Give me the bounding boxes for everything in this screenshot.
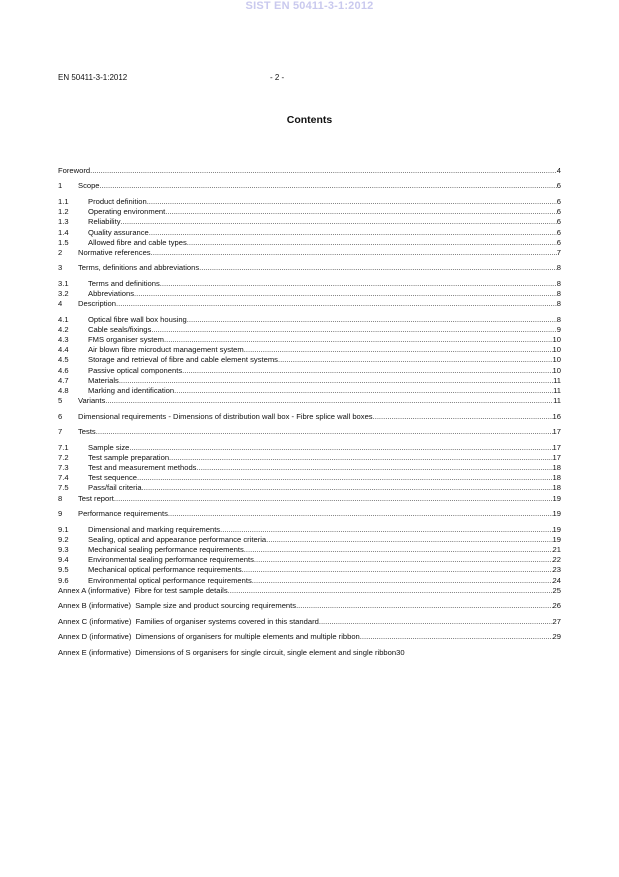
toc-entry-number: 4.2 — [58, 324, 69, 334]
toc-entry-label: Terms and definitions — [88, 278, 160, 288]
toc-entry-label: Allowed fibre and cable types — [88, 237, 187, 247]
dot-leader — [254, 555, 553, 565]
toc-entry[interactable] — [58, 545, 561, 555]
toc-entry-page: 21 — [552, 544, 561, 554]
toc-entry-label: Test sequence — [88, 473, 137, 483]
toc-entry-page: 27 — [552, 616, 561, 626]
toc-entry-page: 17 — [552, 442, 561, 452]
dot-leader — [220, 525, 552, 535]
toc-entry-number: 4.4 — [58, 345, 69, 355]
toc-entry[interactable] — [58, 443, 561, 453]
toc-entry-number: 1.5 — [58, 237, 69, 247]
dot-leader — [169, 453, 553, 463]
dot-leader — [252, 576, 553, 586]
dot-leader — [244, 545, 553, 555]
dot-leader — [151, 248, 557, 258]
toc-entry-number: 4.3 — [58, 335, 69, 345]
toc-entry-label: Annex B (informative) Sample size and product sourcing requirements — [58, 601, 297, 611]
dot-leader — [96, 427, 553, 437]
toc-entry-label: Abbreviations — [88, 289, 135, 299]
dot-leader — [168, 509, 553, 519]
header-document-id: EN 50411-3-1:2012 — [58, 73, 128, 82]
toc-entry-label: Reliability — [88, 217, 121, 227]
dot-leader — [182, 366, 552, 376]
watermark: SIST EN 50411-3-1:2012 — [245, 0, 374, 12]
toc-entry-label: Air blown fibre microduct management system — [88, 345, 244, 355]
toc-entry[interactable] — [58, 345, 561, 355]
dot-leader — [134, 289, 557, 299]
dot-leader — [199, 263, 557, 273]
toc-entry-page: 10 — [552, 365, 561, 375]
dot-leader — [149, 228, 557, 238]
toc-entry-label: Product definition — [88, 196, 147, 206]
toc-entry-number: 3.2 — [58, 289, 69, 299]
toc-entry-label: FMS organiser system — [88, 335, 164, 345]
dot-leader — [147, 197, 557, 207]
toc-entry-label: Passive optical components — [88, 365, 183, 375]
toc-entry-page: 22 — [552, 555, 561, 565]
toc-entry-page: 9 — [556, 324, 561, 334]
toc-entry[interactable] — [58, 463, 561, 473]
toc-entry-page: 25 — [552, 585, 561, 595]
dot-leader — [105, 396, 553, 406]
toc-entry[interactable] — [58, 396, 561, 406]
toc-entry-page: 23 — [552, 565, 561, 575]
toc-entry-number: 3.1 — [58, 278, 69, 288]
toc-entry-label: Test report — [78, 493, 114, 503]
dot-leader — [319, 617, 553, 627]
toc-entry-number: 4.6 — [58, 365, 69, 375]
toc-entry[interactable] — [58, 217, 561, 227]
dot-leader — [160, 279, 557, 289]
toc-entry-label: Optical fibre wall box housing — [88, 314, 187, 324]
dot-leader — [196, 463, 552, 473]
toc-entry[interactable] — [58, 248, 561, 258]
toc-entry[interactable] — [58, 525, 561, 535]
toc-entry-label: Description — [78, 299, 116, 309]
toc-entry-page: 4 — [556, 166, 561, 175]
toc-entry-page: 19 — [552, 509, 561, 519]
toc-entry-page: 8 — [556, 278, 561, 288]
toc-entry-page: 6 — [556, 237, 561, 247]
toc-entry-label: Environmental optical performance requirements — [88, 575, 252, 585]
toc-entry[interactable] — [58, 576, 561, 586]
toc-entry-number: 7.5 — [58, 483, 69, 493]
toc-entry[interactable] — [58, 228, 561, 238]
dot-leader — [242, 565, 553, 575]
toc-entry-label: Annex C (informative) Families of organiser systems covered in this standard — [58, 616, 319, 626]
toc-entry[interactable] — [58, 207, 561, 217]
toc-entry-number: 7 — [58, 427, 63, 437]
toc-entry-label: Dimensional requirements - Dimensions of distribution wall box - Fibre splice wall boxes — [78, 411, 373, 421]
toc-entry-page: 17 — [552, 427, 561, 437]
table-of-contents — [58, 166, 561, 658]
toc-entry-number: 1.3 — [58, 217, 69, 227]
toc-entry-number: 2 — [58, 247, 63, 257]
toc-entry-label: Performance requirements — [78, 509, 168, 519]
dot-leader — [187, 315, 557, 325]
toc-entry[interactable] — [58, 509, 561, 519]
toc-entry[interactable] — [58, 453, 561, 463]
toc-entry-number: 9.4 — [58, 555, 69, 565]
toc-entry-number: 5 — [58, 396, 63, 406]
toc-entry-number: 6 — [58, 411, 63, 421]
toc-entry-label: Annex A (informative) Fibre for test sample details — [58, 585, 228, 595]
toc-entry[interactable] — [58, 648, 561, 658]
toc-entry[interactable] — [58, 565, 561, 575]
toc-entry-label: Operating environment — [88, 207, 166, 217]
dot-leader — [116, 299, 557, 309]
page-title: Contents — [286, 114, 333, 126]
toc-entry-label: Pass/fail criteria — [88, 483, 142, 493]
toc-entry[interactable] — [58, 632, 561, 642]
toc-entry-page: 19 — [552, 534, 561, 544]
dot-leader — [119, 376, 553, 386]
toc-entry-label: Sealing, optical and appearance performance criteria — [88, 534, 267, 544]
toc-entry-number: 9.2 — [58, 534, 69, 544]
toc-entry-page: 10 — [552, 335, 561, 345]
toc-entry-page: 11 — [553, 396, 561, 406]
header-page-number: - 2 - — [270, 73, 285, 82]
dot-leader — [373, 412, 553, 422]
toc-entry-page: 26 — [552, 601, 561, 611]
toc-entry-page: 18 — [552, 473, 561, 483]
toc-entry-number: 7.3 — [58, 463, 69, 473]
dot-leader — [151, 325, 556, 335]
toc-entry-page: 7 — [556, 247, 561, 257]
toc-entry-number: 8 — [58, 493, 63, 503]
toc-entry[interactable] — [58, 555, 561, 565]
dot-leader — [100, 181, 557, 191]
toc-entry-page: 24 — [552, 575, 561, 585]
toc-entry-page: 10 — [552, 355, 561, 365]
toc-entry-label: Mechanical optical performance requirements — [88, 565, 242, 575]
toc-entry[interactable] — [58, 386, 561, 396]
toc-entry-label: Storage and retrieval of fibre and cable element systems — [88, 355, 278, 365]
toc-entry-label: Cable seals/fixings — [88, 324, 152, 334]
dot-leader — [90, 166, 557, 176]
toc-entry-number: 4 — [58, 299, 63, 309]
toc-entry[interactable] — [58, 366, 561, 376]
toc-entry-label: Tests — [78, 427, 96, 437]
toc-entry-page: 6 — [556, 217, 561, 227]
toc-entry[interactable] — [58, 181, 561, 191]
toc-entry[interactable] — [58, 494, 561, 504]
toc-entry[interactable] — [58, 483, 561, 493]
toc-entry-label: Annex E (informative) Dimensions of S organisers for single circuit, single element and single ribbon — [58, 647, 397, 657]
toc-entry[interactable] — [58, 166, 561, 176]
toc-entry-number: 4.5 — [58, 355, 69, 365]
toc-entry-label: Materials — [88, 375, 119, 385]
toc-entry-page: 6 — [556, 181, 561, 191]
dot-leader — [266, 535, 552, 545]
toc-entry[interactable] — [58, 355, 561, 365]
toc-entry-number: 9.3 — [58, 544, 69, 554]
toc-entry[interactable] — [58, 289, 561, 299]
toc-entry-label: Environmental sealing performance requirements — [88, 555, 254, 565]
toc-entry-number: 4.7 — [58, 375, 69, 385]
toc-entry-number: 1 — [58, 181, 63, 191]
toc-entry-number: 7.4 — [58, 473, 69, 483]
toc-entry-page: 17 — [552, 452, 561, 462]
toc-entry[interactable] — [58, 279, 561, 289]
dot-leader — [142, 483, 553, 493]
toc-entry-label: Test and measurement methods — [88, 463, 197, 473]
toc-entry-number: 9.1 — [58, 524, 69, 534]
toc-entry-page: 29 — [552, 632, 561, 642]
toc-entry-label: Mechanical sealing performance requirements — [88, 544, 244, 554]
toc-entry-label: Marking and identification — [88, 386, 175, 396]
toc-entry-page: 11 — [553, 386, 561, 396]
dot-leader — [137, 473, 553, 483]
toc-entry[interactable] — [58, 376, 561, 386]
dot-leader — [244, 345, 553, 355]
toc-entry-number: 1.1 — [58, 196, 69, 206]
toc-entry-number: 7.2 — [58, 452, 69, 462]
toc-entry-label: Terms, definitions and abbreviations — [78, 263, 200, 273]
toc-entry-page: 6 — [556, 227, 561, 237]
dot-leader — [360, 632, 553, 642]
toc-entry-label: Foreword — [58, 166, 91, 175]
toc-entry[interactable] — [58, 197, 561, 207]
dot-leader — [165, 207, 557, 217]
toc-entry[interactable] — [58, 601, 561, 611]
toc-entry-page: 6 — [556, 207, 561, 217]
toc-entry[interactable] — [58, 325, 561, 335]
dot-leader — [121, 217, 557, 227]
toc-entry[interactable] — [58, 299, 561, 309]
toc-entry-page: 8 — [556, 314, 561, 324]
toc-entry-label: Annex D (informative) Dimensions of organisers for multiple elements and multiple ribbon — [58, 632, 360, 642]
toc-entry[interactable] — [58, 238, 561, 248]
toc-entry[interactable] — [58, 335, 561, 345]
toc-entry-label: Scope — [78, 181, 100, 191]
toc-entry-page: 30 — [396, 647, 405, 657]
toc-entry-number: 1.2 — [58, 207, 69, 217]
toc-entry-label: Dimensional and marking requirements — [88, 524, 221, 534]
toc-entry[interactable] — [58, 412, 561, 422]
toc-entry[interactable] — [58, 535, 561, 545]
toc-entry-page: 8 — [556, 299, 561, 309]
toc-entry-page: 19 — [552, 524, 561, 534]
toc-entry[interactable] — [58, 586, 561, 596]
toc-entry-label: Variants — [78, 396, 106, 406]
dot-leader — [129, 443, 552, 453]
toc-entry-label: Normative references — [78, 247, 151, 257]
toc-entry-page: 11 — [553, 375, 561, 385]
dot-leader — [296, 601, 552, 611]
toc-entry[interactable] — [58, 427, 561, 437]
toc-entry-label: Test sample preparation — [88, 452, 170, 462]
toc-entry-label: Quality assurance — [88, 227, 149, 237]
toc-entry[interactable] — [58, 617, 561, 627]
dot-leader — [187, 238, 557, 248]
toc-entry-number: 4.8 — [58, 386, 69, 396]
dot-leader — [278, 355, 553, 365]
toc-entry-number: 1.4 — [58, 227, 69, 237]
dot-leader — [174, 386, 553, 396]
toc-entry-number: 3 — [58, 263, 63, 273]
toc-entry-page: 6 — [556, 196, 561, 206]
toc-entry-page: 8 — [556, 289, 561, 299]
toc-entry-page: 10 — [552, 345, 561, 355]
toc-entry-number: 9 — [58, 509, 63, 519]
toc-entry-page: 18 — [552, 463, 561, 473]
toc-entry-page: 19 — [552, 493, 561, 503]
toc-entry-number: 4.1 — [58, 314, 69, 324]
toc-entry[interactable] — [58, 473, 561, 483]
toc-entry-number: 7.1 — [58, 442, 69, 452]
toc-entry-number: 9.5 — [58, 565, 69, 575]
toc-entry-number: 9.6 — [58, 575, 69, 585]
toc-entry-page: 18 — [552, 483, 561, 493]
toc-entry[interactable] — [58, 315, 561, 325]
dot-leader — [164, 335, 553, 345]
dot-leader — [114, 494, 553, 504]
dot-leader — [228, 586, 553, 596]
toc-entry[interactable] — [58, 263, 561, 273]
toc-entry-page: 16 — [552, 411, 561, 421]
toc-entry-page: 8 — [556, 263, 561, 273]
toc-entry-label: Sample size — [88, 442, 130, 452]
